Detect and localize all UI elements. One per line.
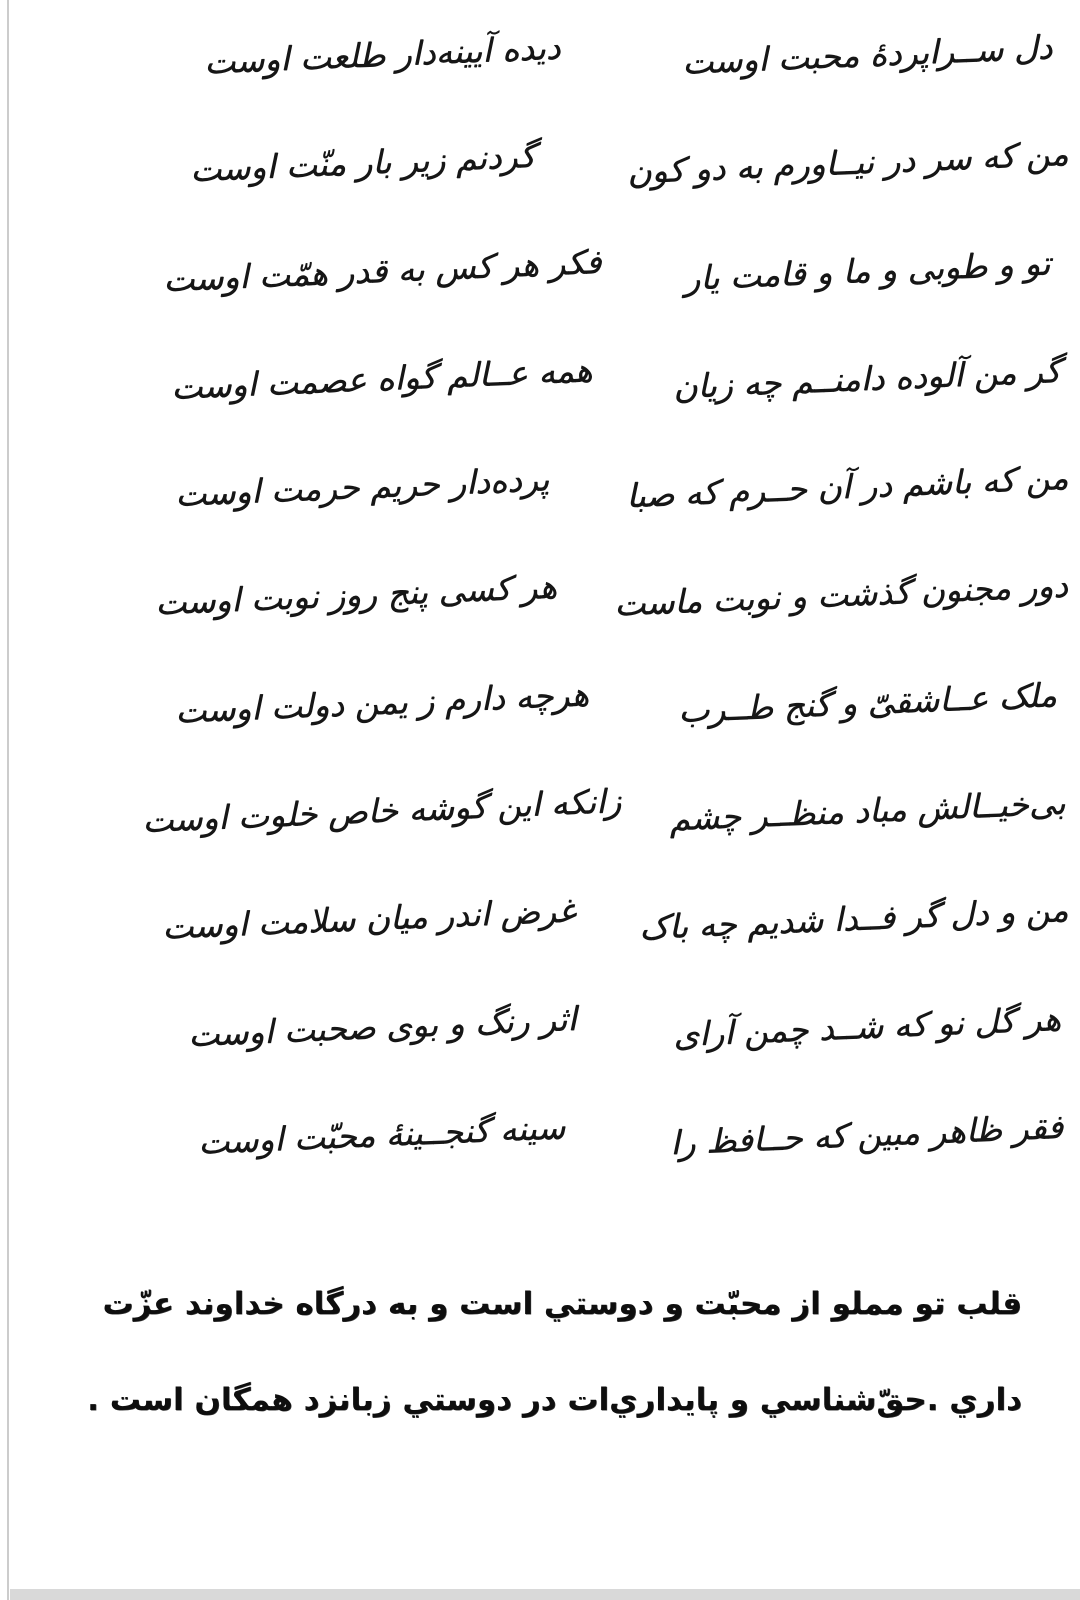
hemistich-text: من که باشم در آن حــرم که صبا xyxy=(625,457,1069,515)
hemistich-right xyxy=(666,782,1068,838)
interpretation-line: داري .حقّ‌شناسي و پايداري‌ات در دوستي زبانزد همگان است . xyxy=(87,1382,1022,1418)
hemistich-right xyxy=(625,133,1069,191)
hemistich-right xyxy=(638,889,1069,947)
hemistich-left xyxy=(98,135,627,189)
hemistich-left xyxy=(98,241,666,299)
hemistich-text: بی‌خیــالش مباد منظــر چشم xyxy=(668,782,1066,838)
couplet-row xyxy=(10,648,1080,756)
couplet-row xyxy=(10,108,1080,216)
hemistich-text: دور مجنون گذشت و نوبت ماست xyxy=(613,565,1069,623)
hemistich-left xyxy=(98,1106,666,1162)
hemistich-text: من و دل گر فــدا شدیم چه باک xyxy=(638,889,1069,947)
interpretation-text xyxy=(80,1256,1022,1448)
couplet-row xyxy=(10,1080,1080,1188)
hemistich-right xyxy=(666,998,1068,1054)
couplet-row xyxy=(10,216,1080,324)
hemistich-left xyxy=(98,998,666,1054)
hemistich-text: سینه گنجــینهٔ محبّت اوست xyxy=(197,1106,567,1162)
hemistich-text: اثر رنگ و بوی صحبت اوست xyxy=(187,998,577,1054)
hemistich-text: غرض اندر میان سلامت اوست xyxy=(160,889,576,947)
hemistich-text: زانکه این گوشه خاص خلوت اوست xyxy=(141,780,623,840)
couplet-row xyxy=(10,432,1080,540)
hemistich-text: همه عــالم گواه عصمت اوست xyxy=(170,349,594,407)
hemistich-right xyxy=(666,242,1068,298)
hemistich-right xyxy=(666,674,1068,730)
couplet-row xyxy=(10,756,1080,864)
hemistich-right xyxy=(666,1106,1068,1162)
page-bottom-edge-bar xyxy=(10,1589,1080,1600)
ghazal-poem xyxy=(10,0,1080,1188)
hemistich-left xyxy=(98,458,626,514)
hemistich-text: من که سر در نیــاورم به دو کون xyxy=(625,133,1069,191)
hemistich-left xyxy=(98,27,666,81)
page-left-edge-line xyxy=(7,0,9,1600)
hemistich-text: گر من آلوده دامنــم چه زیان xyxy=(672,350,1062,406)
hemistich-text: هر کسی پنج روز نوبت اوست xyxy=(154,566,558,622)
hemistich-text: هر گل نو که شــد چمن آرای xyxy=(672,998,1062,1054)
hemistich-text: دیده آیینه‌دار طلعت اوست xyxy=(203,27,561,81)
hemistich-right xyxy=(613,565,1069,623)
hemistich-left xyxy=(98,780,666,840)
hemistich-text: فقر ظاهر مبین که حــافظ را xyxy=(669,1106,1065,1162)
hemistich-text: ملک عــاشقیّ و گنج طــرب xyxy=(676,674,1058,730)
hemistich-left xyxy=(98,349,666,407)
hemistich-text: گردنم زیر بار منّت اوست xyxy=(188,135,536,189)
hemistich-text: پرده‌دار حریم حرمت اوست xyxy=(174,458,550,514)
hemistich-text: دل ســراپردهٔ محبت اوست xyxy=(681,26,1053,82)
hemistich-text: فکر هر کس به قدر همّت اوست xyxy=(162,241,602,299)
hemistich-left xyxy=(98,566,614,622)
hemistich-left xyxy=(98,673,666,731)
couplet-row xyxy=(10,324,1080,432)
hemistich-right xyxy=(625,457,1069,515)
couplet-row xyxy=(10,864,1080,972)
couplet-row xyxy=(10,540,1080,648)
hemistich-left xyxy=(98,889,639,947)
hemistich-text: هرچه دارم ز یمن دولت اوست xyxy=(174,673,590,731)
hemistich-right xyxy=(666,26,1068,82)
interpretation-line: قلب تو مملو از محبّت و دوستي است و به درگاه خداوند عزّت xyxy=(102,1286,1022,1322)
hemistich-right xyxy=(666,350,1068,406)
couplet-row xyxy=(10,972,1080,1080)
couplet-row xyxy=(10,0,1080,108)
hemistich-text: تو و طوبی و ما و قامت یار xyxy=(683,242,1051,298)
